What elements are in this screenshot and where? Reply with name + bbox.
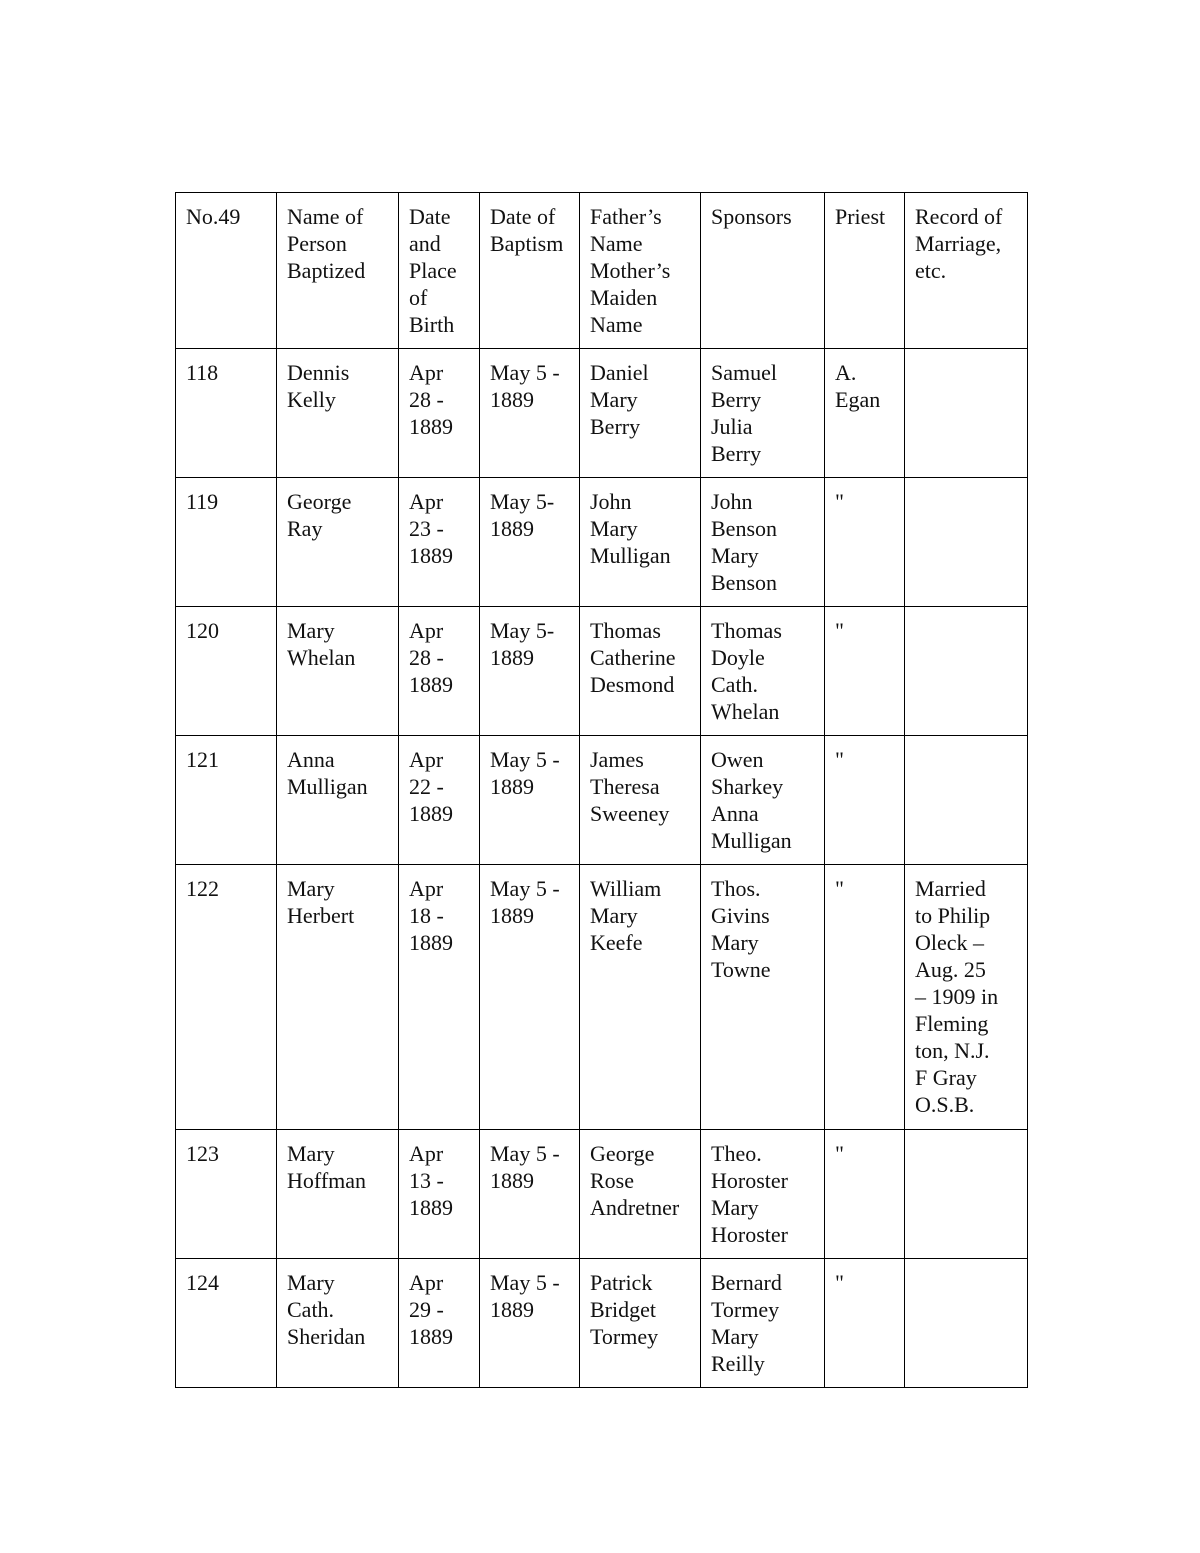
cell-number: 118 (176, 349, 277, 478)
baptism-register-table (175, 192, 1028, 1388)
cell-parents: William Mary Keefe (580, 865, 701, 1130)
table-row (176, 349, 1028, 478)
cell-priest: " (825, 607, 905, 736)
cell-sponsors: John Benson Mary Benson (701, 478, 825, 607)
cell-baptism: May 5 - 1889 (480, 865, 580, 1130)
header-cell-baptism-date: Date of Baptism (480, 193, 580, 349)
header-cell-register-number: No.49 (176, 193, 277, 349)
cell-name: Mary Cath. Sheridan (277, 1259, 399, 1388)
cell-number: 119 (176, 478, 277, 607)
cell-priest: A. Egan (825, 349, 905, 478)
cell-baptism: May 5 - 1889 (480, 1130, 580, 1259)
cell-name: Mary Herbert (277, 865, 399, 1130)
cell-priest: " (825, 478, 905, 607)
header-cell-priest: Priest (825, 193, 905, 349)
cell-priest: " (825, 1259, 905, 1388)
cell-parents: James Theresa Sweeney (580, 736, 701, 865)
cell-birth: Apr 13 - 1889 (399, 1130, 480, 1259)
cell-sponsors: Thos. Givins Mary Towne (701, 865, 825, 1130)
cell-baptism: May 5 - 1889 (480, 349, 580, 478)
header-cell-birth-date-place: Date and Place of Birth (399, 193, 480, 349)
table-row (176, 865, 1028, 1130)
cell-sponsors: Thomas Doyle Cath. Whelan (701, 607, 825, 736)
cell-birth: Apr 28 - 1889 (399, 349, 480, 478)
cell-marriage-record (905, 1130, 1028, 1259)
table-row (176, 1130, 1028, 1259)
table-row (176, 478, 1028, 607)
cell-baptism: May 5 - 1889 (480, 1259, 580, 1388)
cell-name: Mary Hoffman (277, 1130, 399, 1259)
cell-name: George Ray (277, 478, 399, 607)
cell-marriage-record (905, 349, 1028, 478)
cell-priest: " (825, 1130, 905, 1259)
header-cell-parents: Father’s Name Mother’s Maiden Name (580, 193, 701, 349)
cell-sponsors: Bernard Tormey Mary Reilly (701, 1259, 825, 1388)
cell-name: Dennis Kelly (277, 349, 399, 478)
cell-birth: Apr 22 - 1889 (399, 736, 480, 865)
cell-marriage-record (905, 1259, 1028, 1388)
cell-baptism: May 5- 1889 (480, 607, 580, 736)
header-row (176, 193, 1028, 349)
cell-sponsors: Owen Sharkey Anna Mulligan (701, 736, 825, 865)
cell-parents: John Mary Mulligan (580, 478, 701, 607)
cell-marriage-record: Married to Philip Oleck – Aug. 25 – 1909 in Fleming ton, N.J. F Gray O.S.B. (905, 865, 1028, 1130)
cell-birth: Apr 18 - 1889 (399, 865, 480, 1130)
cell-marriage-record (905, 736, 1028, 865)
cell-sponsors: Theo. Horoster Mary Horoster (701, 1130, 825, 1259)
cell-birth: Apr 28 - 1889 (399, 607, 480, 736)
header-cell-sponsors: Sponsors (701, 193, 825, 349)
cell-parents: George Rose Andretner (580, 1130, 701, 1259)
cell-baptism: May 5 - 1889 (480, 736, 580, 865)
cell-number: 122 (176, 865, 277, 1130)
table-row (176, 1259, 1028, 1388)
cell-priest: " (825, 865, 905, 1130)
cell-marriage-record (905, 607, 1028, 736)
cell-marriage-record (905, 478, 1028, 607)
cell-priest: " (825, 736, 905, 865)
cell-name: Anna Mulligan (277, 736, 399, 865)
cell-baptism: May 5- 1889 (480, 478, 580, 607)
cell-number: 124 (176, 1259, 277, 1388)
cell-parents: Daniel Mary Berry (580, 349, 701, 478)
cell-parents: Thomas Catherine Desmond (580, 607, 701, 736)
cell-number: 121 (176, 736, 277, 865)
cell-birth: Apr 29 - 1889 (399, 1259, 480, 1388)
cell-name: Mary Whelan (277, 607, 399, 736)
table-row (176, 736, 1028, 865)
header-cell-name-baptized: Name of Person Baptized (277, 193, 399, 349)
table-row (176, 607, 1028, 736)
cell-sponsors: Samuel Berry Julia Berry (701, 349, 825, 478)
cell-number: 123 (176, 1130, 277, 1259)
cell-number: 120 (176, 607, 277, 736)
cell-birth: Apr 23 - 1889 (399, 478, 480, 607)
header-cell-marriage-record: Record of Marriage, etc. (905, 193, 1028, 349)
cell-parents: Patrick Bridget Tormey (580, 1259, 701, 1388)
